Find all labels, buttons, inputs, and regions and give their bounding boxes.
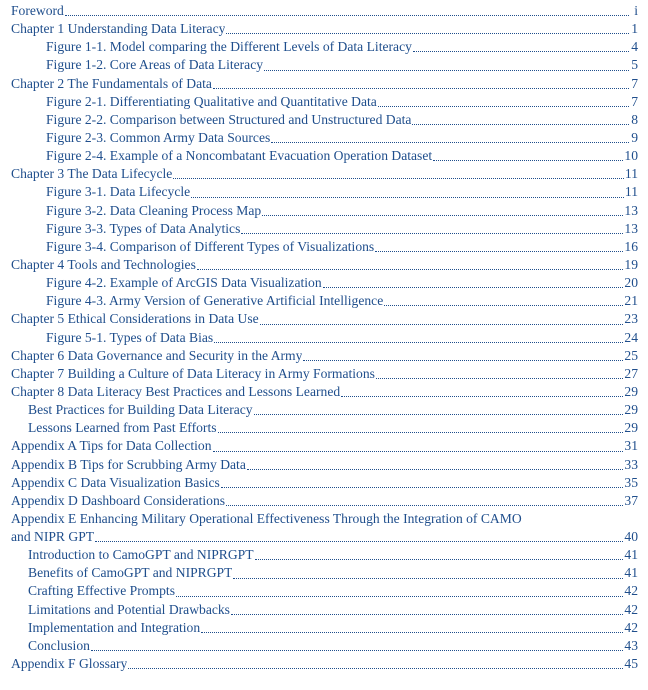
toc-entry[interactable] — [46, 93, 638, 111]
toc-entry[interactable] — [28, 401, 638, 419]
toc-entry-title[interactable]: Introduction to CamoGPT and NIPRGPT — [28, 547, 254, 563]
toc-entry-page-number[interactable]: 21 — [624, 293, 638, 309]
toc-entry-page-number[interactable]: 24 — [624, 329, 638, 345]
dot-leader — [213, 437, 624, 455]
dot-leader — [213, 75, 629, 93]
dot-leader — [197, 256, 624, 274]
toc-entry-page-number[interactable]: 11 — [624, 184, 638, 200]
toc-entry-title[interactable]: Appendix A Tips for Data Collection — [11, 438, 212, 454]
toc-entry-page-number[interactable]: 37 — [624, 492, 638, 508]
toc-entry-title[interactable]: Figure 4-3. Army Version of Generative Artificial Intelligence — [46, 293, 384, 309]
toc-entry-title[interactable]: Chapter 2 The Fundamentals of Data — [11, 75, 212, 91]
toc-entry-page-number[interactable]: 29 — [624, 420, 638, 436]
toc-entry-page-number[interactable]: 13 — [624, 202, 638, 218]
toc-entry-page-number[interactable]: 40 — [624, 529, 638, 545]
toc-entry-page-number[interactable]: 1 — [631, 21, 638, 37]
toc-entry-page-number[interactable]: 41 — [624, 565, 638, 581]
dot-leader — [214, 329, 623, 347]
dot-leader — [247, 456, 624, 474]
toc-entry-page-number[interactable]: 33 — [624, 456, 638, 472]
dot-leader — [241, 220, 623, 238]
toc-entry-title[interactable]: Appendix B Tips for Scrubbing Army Data — [11, 456, 246, 472]
toc-entry[interactable] — [28, 601, 638, 619]
dot-leader — [413, 38, 629, 56]
toc-entry-page-number[interactable]: 8 — [631, 111, 638, 127]
toc-entry-title[interactable]: Conclusion — [28, 637, 90, 653]
toc-entry-page-number[interactable]: 16 — [624, 238, 638, 254]
toc-entry-title[interactable]: Chapter 1 Understanding Data Literacy — [11, 21, 226, 37]
dot-leader — [271, 129, 629, 147]
toc-entry-title[interactable]: Chapter 8 Data Literacy Best Practices and Lessons Learned — [11, 383, 341, 399]
toc-entry-title[interactable]: Appendix C Data Visualization Basics — [11, 474, 220, 490]
toc-entry-page-number[interactable]: i — [634, 2, 638, 18]
dot-leader — [128, 655, 623, 673]
toc-entry-page-number[interactable]: 31 — [624, 438, 638, 454]
toc-entry-title[interactable]: Figure 3-4. Comparison of Different Types of Visualizations — [46, 238, 375, 254]
toc-entry-title[interactable]: Figure 3-3. Types of Data Analytics — [46, 220, 241, 236]
dot-leader — [384, 292, 623, 310]
toc-entry-page-number[interactable]: 9 — [631, 129, 638, 145]
toc-entry[interactable] — [46, 111, 638, 129]
toc-entry-title[interactable]: Figure 2-4. Example of a Noncombatant Evacuation Operation Dataset — [46, 148, 433, 164]
toc-entry[interactable] — [46, 56, 638, 74]
dot-leader — [191, 183, 624, 201]
toc-entry[interactable] — [11, 474, 638, 492]
toc-entry[interactable] — [28, 419, 638, 437]
dot-leader — [226, 492, 623, 510]
toc-entry-title[interactable]: Figure 3-1. Data Lifecycle — [46, 184, 191, 200]
toc-entry-page-number[interactable]: 5 — [631, 57, 638, 73]
toc-entry-title[interactable]: Figure 1-2. Core Areas of Data Literacy — [46, 57, 264, 73]
toc-entry-page-number[interactable]: 20 — [624, 275, 638, 291]
dot-leader — [173, 165, 624, 183]
toc-entry[interactable] — [11, 310, 638, 328]
toc-entry-page-number[interactable]: 7 — [631, 93, 638, 109]
toc-entry-title[interactable]: Figure 5-1. Types of Data Bias — [46, 329, 214, 345]
dot-leader — [260, 310, 624, 328]
toc-entry[interactable] — [11, 347, 638, 365]
dot-leader — [376, 365, 623, 383]
toc-entry[interactable] — [11, 655, 638, 673]
toc-entry-title[interactable]: Limitations and Potential Drawbacks — [28, 601, 230, 617]
toc-entry-page-number[interactable]: 10 — [624, 148, 638, 164]
dot-leader — [433, 147, 623, 165]
toc-entry[interactable] — [11, 456, 638, 474]
toc-entry[interactable] — [46, 202, 638, 220]
toc-entry[interactable] — [11, 383, 638, 401]
toc-entry-page-number[interactable]: 29 — [624, 402, 638, 418]
dot-leader — [221, 474, 624, 492]
toc-entry-page-number[interactable]: 35 — [624, 474, 638, 490]
toc-entry-title[interactable]: Appendix E Enhancing Military Operational Effectiveness Through the Integration of CAMO — [11, 510, 522, 526]
dot-leader — [176, 583, 623, 601]
toc-entry-title[interactable]: Appendix F Glossary — [11, 656, 128, 672]
dot-leader — [303, 347, 623, 365]
toc-entry-page-number[interactable]: 11 — [624, 166, 638, 182]
toc-entry-title[interactable]: Figure 1-1. Model comparing the Different Levels of Data Literacy — [46, 39, 412, 55]
dot-leader — [233, 564, 623, 582]
toc-entry-page-number[interactable]: 13 — [624, 220, 638, 236]
toc-entry[interactable] — [46, 238, 638, 256]
toc-entry-page-number[interactable]: 23 — [624, 311, 638, 327]
toc-entry-page-number[interactable]: 43 — [624, 637, 638, 653]
toc-entry-title[interactable]: Implementation and Integration — [28, 619, 201, 635]
toc-entry[interactable] — [28, 619, 638, 637]
toc-entry-page-number[interactable]: 4 — [631, 39, 638, 55]
toc-entry-title[interactable]: Foreword — [11, 2, 64, 18]
dot-leader — [412, 111, 629, 129]
dot-leader — [262, 202, 623, 220]
toc-entry[interactable] — [28, 637, 638, 655]
toc-entry-title[interactable]: Figure 2-3. Common Army Data Sources — [46, 129, 271, 145]
dot-leader — [231, 601, 623, 619]
toc-entry-title[interactable]: Chapter 6 Data Governance and Security in the Army — [11, 347, 303, 363]
toc-entry-title[interactable]: and NIPR GPT — [11, 529, 95, 545]
toc-entry[interactable] — [11, 256, 638, 274]
toc-entry-title[interactable]: Figure 4-2. Example of ArcGIS Data Visualization — [46, 275, 322, 291]
toc-entry-title[interactable]: Figure 2-1. Differentiating Qualitative and Quantitative Data — [46, 93, 377, 109]
toc-entry-title[interactable]: Chapter 4 Tools and Technologies — [11, 256, 196, 272]
dot-leader — [226, 20, 629, 38]
toc-entry[interactable] — [46, 147, 638, 165]
toc-entry[interactable] — [46, 329, 638, 347]
toc-entry-title[interactable]: Chapter 5 Ethical Considerations in Data Use — [11, 311, 259, 327]
toc-entry-page-number[interactable]: 19 — [624, 256, 638, 272]
toc-entry-title[interactable]: Appendix D Dashboard Considerations — [11, 492, 226, 508]
toc-entry[interactable] — [46, 183, 638, 201]
toc-entry[interactable] — [11, 165, 638, 183]
dot-leader — [375, 238, 623, 256]
toc-entry[interactable] — [11, 528, 638, 546]
toc-entry-title[interactable]: Figure 2-2. Comparison between Structured and Unstructured Data — [46, 111, 412, 127]
dot-leader — [341, 383, 623, 401]
toc-entry-title[interactable]: Figure 3-2. Data Cleaning Process Map — [46, 202, 262, 218]
dot-leader — [65, 2, 629, 20]
toc-entry[interactable] — [11, 20, 638, 38]
toc-entry-page-number[interactable]: 42 — [624, 601, 638, 617]
toc-entry-page-number[interactable]: 42 — [624, 619, 638, 635]
dot-leader — [201, 619, 623, 637]
toc-entry[interactable] — [46, 129, 638, 147]
toc-entry-title[interactable]: Chapter 3 The Data Lifecycle — [11, 166, 173, 182]
toc-entry[interactable] — [46, 292, 638, 310]
toc-entry[interactable] — [11, 365, 638, 383]
toc-entry[interactable] — [28, 546, 638, 564]
toc-entry[interactable] — [46, 274, 638, 292]
toc-entry-page-number[interactable]: 29 — [624, 383, 638, 399]
toc-entry[interactable] — [11, 75, 638, 93]
toc-entry[interactable] — [46, 38, 638, 56]
toc-entry-page-number[interactable]: 27 — [624, 365, 638, 381]
dot-leader — [91, 637, 623, 655]
toc-entry-page-number[interactable]: 41 — [624, 547, 638, 563]
dot-leader — [378, 93, 629, 111]
dot-leader — [323, 274, 624, 292]
toc-entry[interactable] — [28, 564, 638, 582]
dot-leader — [95, 528, 623, 546]
toc-entry[interactable] — [11, 510, 638, 528]
toc-entry[interactable] — [11, 492, 638, 510]
toc-entry-title[interactable]: Benefits of CamoGPT and NIPRGPT — [28, 565, 233, 581]
toc-entry-title[interactable]: Lessons Learned from Past Efforts — [28, 420, 217, 436]
dot-leader — [218, 419, 624, 437]
toc-entry[interactable] — [46, 220, 638, 238]
dot-leader — [264, 56, 629, 74]
toc-entry-title[interactable]: Crafting Effective Prompts — [28, 583, 175, 599]
dot-leader — [255, 546, 624, 564]
toc-entry-title[interactable]: Best Practices for Building Data Literacy — [28, 402, 253, 418]
toc-entry-page-number[interactable]: 7 — [631, 75, 638, 91]
toc-entry-page-number[interactable]: 25 — [624, 347, 638, 363]
dot-leader — [254, 401, 624, 419]
toc-entry[interactable] — [11, 2, 638, 20]
toc-entry-title[interactable]: Chapter 7 Building a Culture of Data Literacy in Army Formations — [11, 365, 375, 381]
toc-entry-page-number[interactable]: 45 — [624, 656, 638, 672]
toc-entry-page-number[interactable]: 42 — [624, 583, 638, 599]
toc-entry[interactable] — [28, 583, 638, 601]
toc-entry[interactable] — [11, 437, 638, 455]
